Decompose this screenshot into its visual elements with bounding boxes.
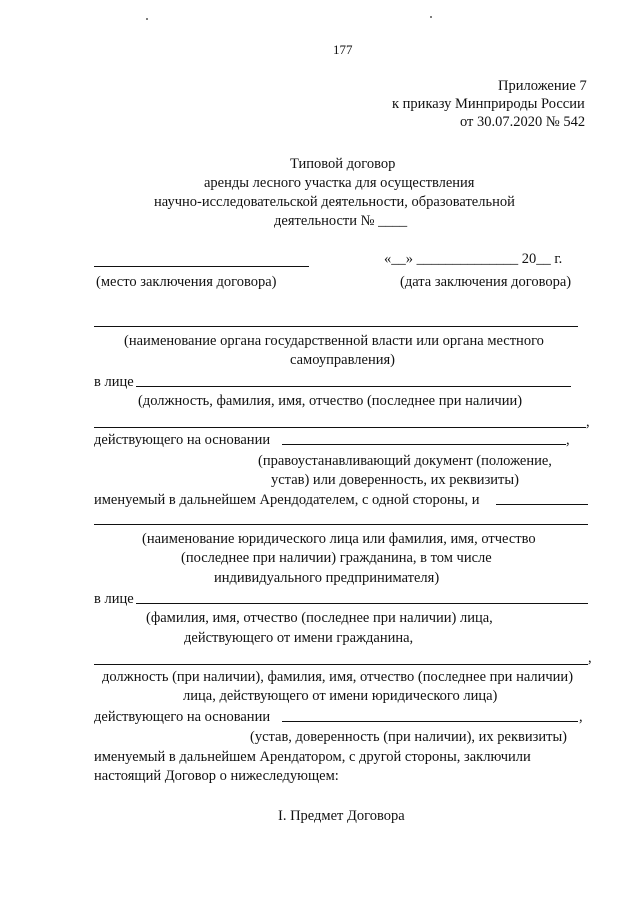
tenant-person-caption-2: действующего от имени гражданина, [184, 630, 414, 646]
scan-speck [146, 18, 148, 20]
tenant-name-caption-1: (наименование юридического лица или фамилия, имя, отчество [142, 531, 536, 547]
comma: , [586, 414, 590, 430]
appendix-line-2: к приказу Минприроды России [392, 96, 585, 112]
landlord-person-caption: (должность, фамилия, имя, отчество (последнее при наличии) [138, 393, 523, 409]
landlord-named-line [496, 504, 588, 505]
landlord-person-label: в лице [94, 374, 134, 390]
tenant-name-line [94, 524, 588, 525]
tenant-person-line-2 [94, 664, 588, 665]
date-line: «__» ______________ 20__ г. [384, 251, 563, 267]
landlord-basis-caption-1: (правоустанавливающий документ (положение, [258, 453, 552, 469]
landlord-basis-label: действующего на основании [94, 432, 271, 448]
tenant-basis-caption: (устав, доверенность (при наличии), их реквизиты) [250, 729, 568, 745]
tenant-named-text-2: настоящий Договор о нижеследующем: [94, 768, 339, 784]
tenant-person-label: в лице [94, 591, 134, 607]
tenant-person-caption-1: (фамилия, имя, отчество (последнее при наличии) лица, [146, 610, 493, 626]
appendix-line-3: от 30.07.2020 № 542 [460, 114, 586, 130]
tenant-named-text-1: именуемый в дальнейшем Арендатором, с другой стороны, заключили [94, 749, 531, 765]
appendix-line-1: Приложение 7 [498, 78, 587, 94]
tenant-basis-line [282, 721, 578, 722]
place-caption: (место заключения договора) [96, 274, 277, 290]
title-line-3: научно-исследовательской деятельности, образовательной [154, 194, 515, 210]
landlord-basis-line [282, 444, 566, 445]
title-line-4: деятельности № ____ [274, 213, 408, 229]
landlord-person-line-2 [94, 427, 586, 428]
comma: , [579, 709, 583, 725]
page-number: 177 [333, 42, 353, 57]
tenant-basis-label: действующего на основании [94, 709, 271, 725]
scan-speck [430, 16, 432, 18]
landlord-org-line [94, 326, 578, 327]
landlord-org-caption-2: самоуправления) [290, 352, 395, 368]
title-line-2: аренды лесного участка для осуществления [204, 175, 475, 191]
tenant-name-caption-2: (последнее при наличии) гражданина, в том числе [181, 550, 492, 566]
tenant-person-line [136, 603, 588, 604]
place-line [94, 266, 309, 267]
comma: , [566, 432, 570, 448]
section-heading: I. Предмет Договора [278, 808, 405, 824]
title-line-1: Типовой договор [290, 156, 396, 172]
comma: , [588, 650, 592, 666]
landlord-org-caption-1: (наименование органа государственной власти или органа местного [124, 333, 544, 349]
tenant-position-caption-1: должность (при наличии), фамилия, имя, отчество (последнее при наличии) [102, 669, 574, 685]
landlord-person-line [136, 386, 571, 387]
landlord-named-text: именуемый в дальнейшем Арендодателем, с одной стороны, и [94, 492, 480, 508]
landlord-basis-caption-2: устав) или доверенность, их реквизиты) [271, 472, 519, 488]
tenant-position-caption-2: лица, действующего от имени юридического лица) [183, 688, 498, 704]
tenant-name-caption-3: индивидуального предпринимателя) [214, 570, 440, 586]
date-caption: (дата заключения договора) [400, 274, 572, 290]
